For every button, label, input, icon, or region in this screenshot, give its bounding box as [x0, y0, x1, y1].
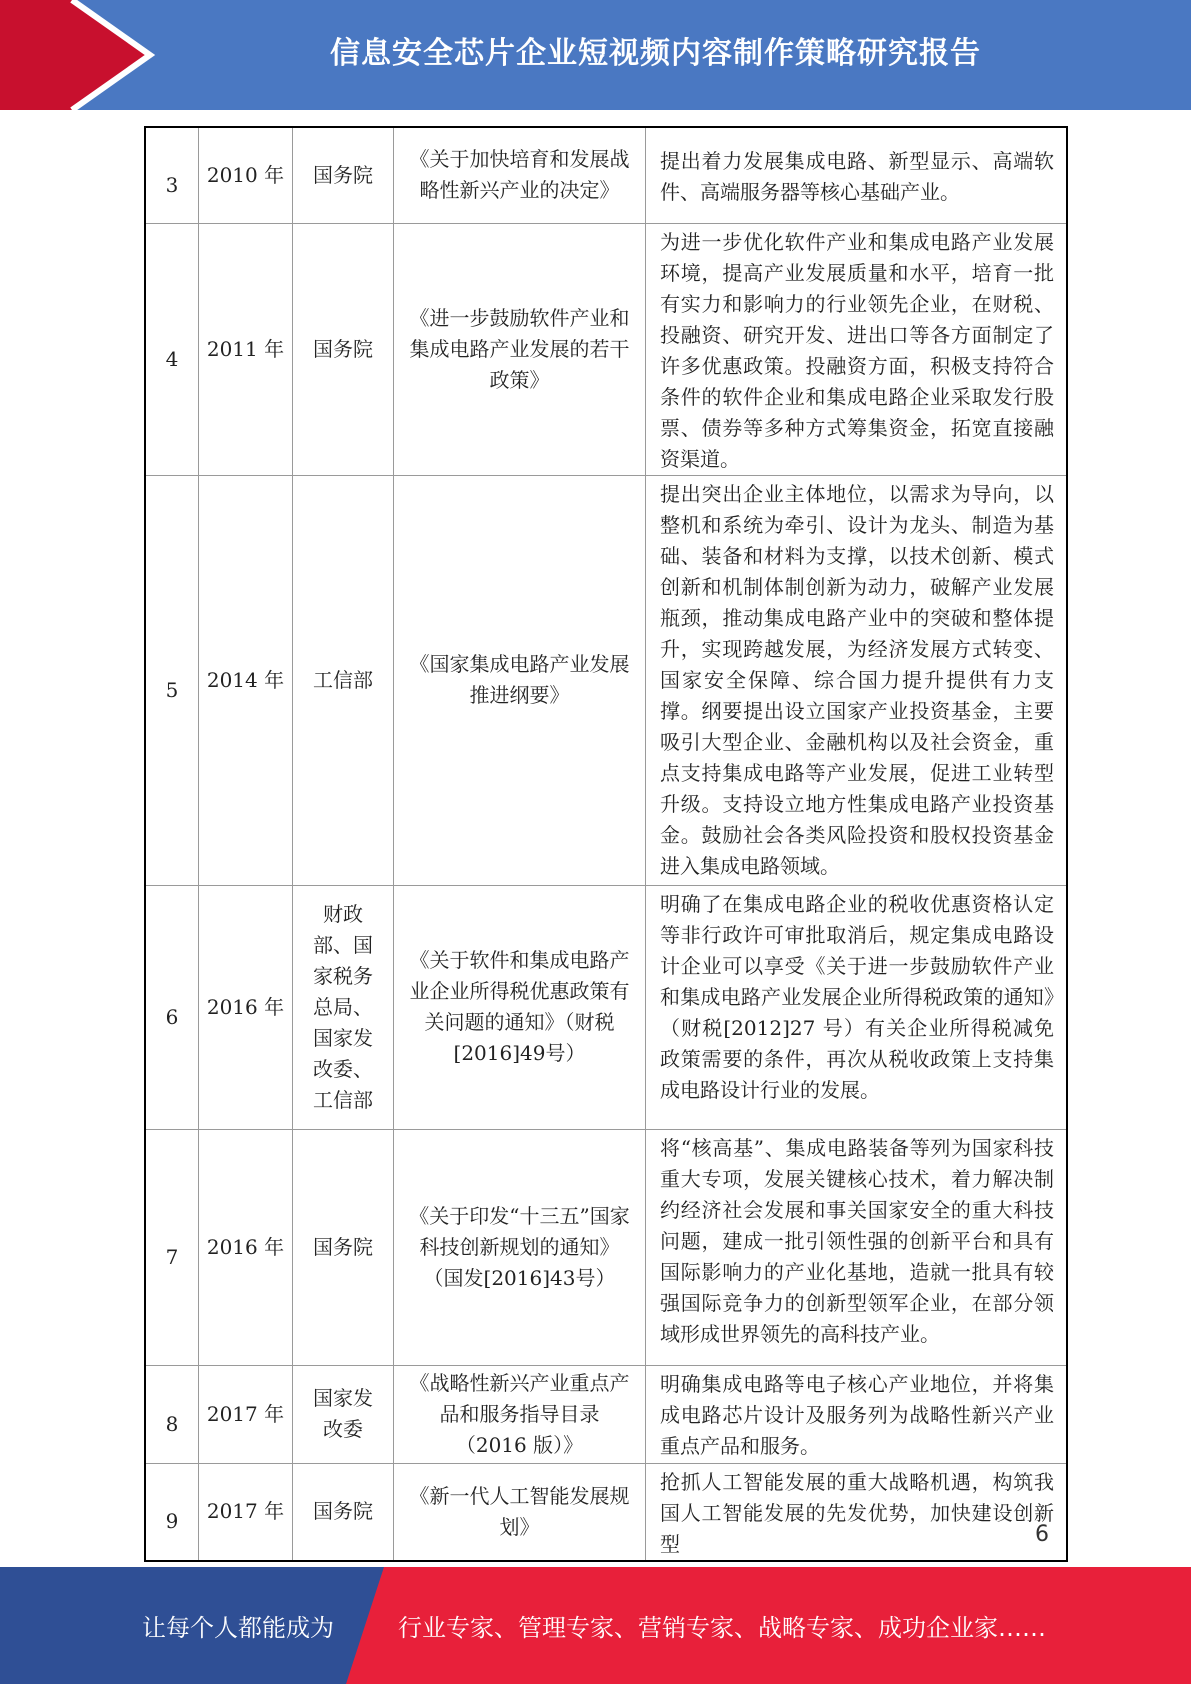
row-document: 《关于加快培育和发展战略性新兴产业的决定》 [394, 127, 646, 223]
policy-table [144, 126, 1068, 1562]
row-number: 6 [146, 885, 199, 1129]
report-title: 信息安全芯片企业短视频内容制作策略研究报告 [330, 36, 981, 71]
row-number: 7 [146, 1129, 199, 1365]
row-document: 《战略性新兴产业重点产品和服务指导目录（2016 版）》 [394, 1365, 646, 1463]
row-number: 8 [146, 1365, 199, 1463]
row-content: 为进一步优化软件产业和集成电路产业发展环境，提高产业发展质量和水平，培育一批有实力和影响力的行业领先企业，在财税、投融资、研究开发、进出口等各方面制定了许多优惠政策。投融资方面，积极支持符合条件的软件企业和集成电路企业采取发行股票、债券等多种方式筹集资金，拓宽直接融资渠道。 [646, 223, 1067, 475]
row-year: 2016 年 [199, 885, 293, 1129]
row-department: 财政部、国家税务总局、国家发改委、工信部 [293, 885, 394, 1129]
row-department: 工信部 [293, 475, 394, 885]
row-year: 2011 年 [199, 223, 293, 475]
table-row [146, 885, 1066, 1129]
footer-slogan-right: 行业专家、管理专家、营销专家、战略专家、成功企业家…… [398, 1614, 1046, 1642]
row-content: 将“核高基”、集成电路装备等列为国家科技重大专项，发展关键核心技术，着力解决制约经济社会发展和事关国家安全的重大科技问题，建成一批引领性强的创新平台和具有国际影响力的产业化基地，造就一批具有较强国际竞争力的创新型领军企业，在部分领域形成世界领先的高科技产业。 [646, 1129, 1067, 1365]
page-number: 6 [1035, 1522, 1049, 1547]
table-row [146, 1463, 1066, 1561]
row-number: 4 [146, 223, 199, 475]
row-year: 2010 年 [199, 127, 293, 223]
table-row [146, 127, 1066, 223]
row-content: 提出突出企业主体地位，以需求为导向，以整机和系统为牵引、设计为龙头、制造为基础、装备和材料为支撑，以技术创新、模式创新和机制体制创新为动力，破解产业发展瓶颈，推动集成电路产业中的突破和整体提升，实现跨越发展，为经济发展方式转变、国家安全保障、综合国力提升提供有力支撑。纲要提出设立国家产业投资基金，主要吸引大型企业、金融机构以及社会资金，重点支持集成电路等产业发展，促进工业转型升级。支持设立地方性集成电路产业投资基金。鼓励社会各类风险投资和股权投资基金进入集成电路领域。 [646, 475, 1067, 885]
row-year: 2014 年 [199, 475, 293, 885]
row-content: 抢抓人工智能发展的重大战略机遇，构筑我国人工智能发展的先发优势，加快建设创新型 [646, 1463, 1067, 1561]
row-content: 明确集成电路等电子核心产业地位，并将集成电路芯片设计及服务列为战略性新兴产业重点产品和服务。 [646, 1365, 1067, 1463]
row-department: 国家发改委 [293, 1365, 394, 1463]
footer-slogan-left: 让每个人都能成为 [142, 1614, 334, 1642]
table-row [146, 1365, 1066, 1463]
row-document: 《进一步鼓励软件产业和集成电路产业发展的若干政策》 [394, 223, 646, 475]
row-year: 2016 年 [199, 1129, 293, 1365]
table-row [146, 475, 1066, 885]
row-document: 《关于印发“十三五”国家科技创新规划的通知》（国发[2016]43号） [394, 1129, 646, 1365]
row-content: 明确了在集成电路企业的税收优惠资格认定等非行政许可审批取消后，规定集成电路设计企业可以享受《关于进一步鼓励软件产业和集成电路产业发展企业所得税政策的通知》（财税[2012]27 号）有关企业所得税减免政策需要的条件，再次从税收政策上支持集成电路设计行业的发展。 [646, 885, 1067, 1129]
row-number: 9 [146, 1463, 199, 1561]
page-header [0, 0, 1191, 110]
row-number: 5 [146, 475, 199, 885]
row-content: 提出着力发展集成电路、新型显示、高端软件、高端服务器等核心基础产业。 [646, 127, 1067, 223]
row-document: 《国家集成电路产业发展推进纲要》 [394, 475, 646, 885]
page-footer [0, 1567, 1191, 1684]
row-number: 3 [146, 127, 199, 223]
row-document: 《新一代人工智能发展规划》 [394, 1463, 646, 1561]
row-department: 国务院 [293, 1463, 394, 1561]
row-department: 国务院 [293, 127, 394, 223]
table-row [146, 223, 1066, 475]
row-department: 国务院 [293, 223, 394, 475]
table-row [146, 1129, 1066, 1365]
row-department: 国务院 [293, 1129, 394, 1365]
row-document: 《关于软件和集成电路产业企业所得税优惠政策有关问题的通知》（财税[2016]49号） [394, 885, 646, 1129]
row-year: 2017 年 [199, 1463, 293, 1561]
row-year: 2017 年 [199, 1365, 293, 1463]
